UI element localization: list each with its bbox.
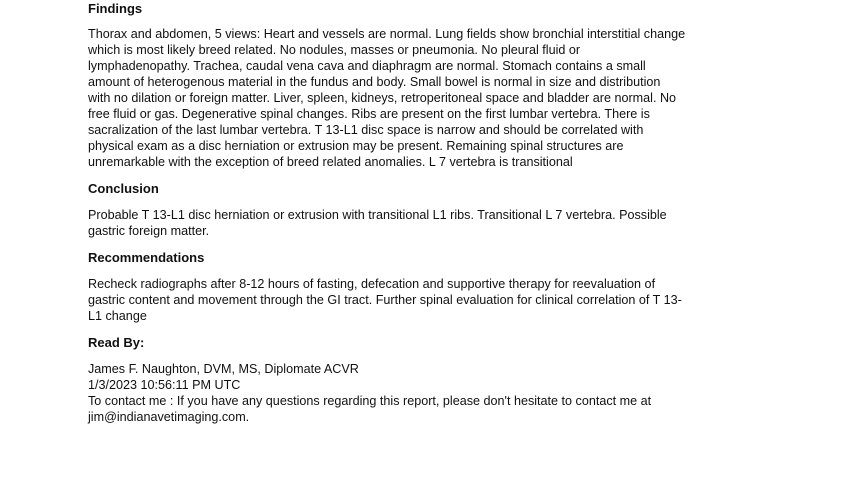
findings-line: amount of heterogenous material in the fundus and body. Small bowel is normal in size and distribution	[88, 75, 661, 89]
report-timestamp: 1/3/2023 10:56:11 PM UTC	[88, 378, 241, 392]
findings-heading: Findings	[88, 1, 143, 16]
read-by-heading: Read By:	[88, 335, 145, 350]
recommendations-text	[88, 276, 682, 324]
conclusion-text	[88, 207, 667, 239]
findings-line: with no dilation or foreign matter. Liver, spleen, kidneys, retroperitoneal space and bladder are normal. No	[88, 91, 677, 105]
conclusion-line: Probable T 13-L1 disc herniation or extrusion with transitional L1 ribs. Transitional L 7 vertebra. Possible	[88, 208, 667, 222]
findings-line: Thorax and abdomen, 5 views: Heart and vessels are normal. Lung fields show bronchial interstitial change	[88, 27, 686, 41]
conclusion-line: gastric foreign matter.	[88, 224, 210, 238]
findings-line: physical exam as a disc herniation or extrusion may be present. Remaining spinal structures are	[88, 139, 624, 153]
recommendations-heading: Recommendations	[88, 250, 205, 265]
findings-line: free fluid or gas. Degenerative spinal changes. Ribs are present on the first lumbar vertebra. There is	[88, 107, 650, 121]
read-by-text	[88, 361, 651, 425]
contact-note: To contact me : If you have any questions regarding this report, please don't hesitate to contact me at	[88, 394, 652, 408]
recommendations-line: Recheck radiographs after 8-12 hours of fasting, defecation and supportive therapy for reevaluation of	[88, 277, 656, 291]
findings-text	[88, 26, 685, 170]
findings-line: lymphadenopathy. Trachea, caudal vena cava and diaphragm are normal. Stomach contains a small	[88, 59, 646, 73]
contact-email: jim@indianavetimaging.com.	[88, 410, 250, 424]
findings-line: unremarkable with the exception of breed related anomalies. L 7 vertebra is transitional	[88, 155, 573, 169]
recommendations-line: L1 change	[88, 309, 147, 323]
findings-line: sacralization of the last lumbar vertebra. T 13-L1 disc space is narrow and should be correlated with	[88, 123, 644, 137]
findings-line: which is most likely breed related. No nodules, masses or pneumonia. No pleural fluid or	[88, 43, 581, 57]
conclusion-heading: Conclusion	[88, 181, 159, 196]
radiologist-name: James F. Naughton, DVM, MS, Diplomate ACVR	[88, 362, 359, 376]
recommendations-line: gastric content and movement through the GI tract. Further spinal evaluation for clinical correlation of T 13-	[88, 293, 682, 307]
